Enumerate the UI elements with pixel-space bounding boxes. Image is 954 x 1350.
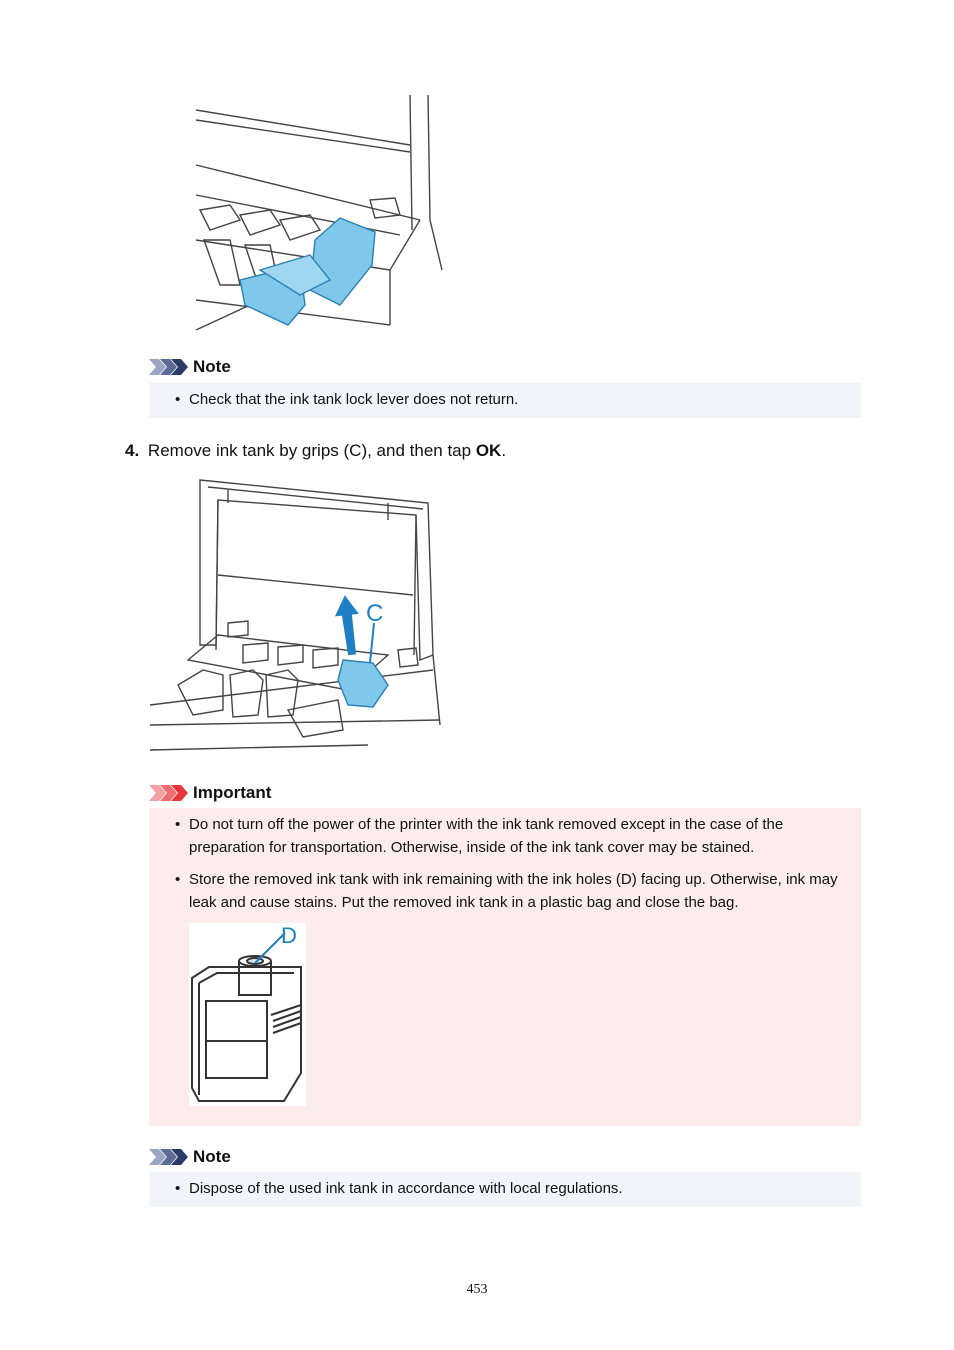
note-heading — [149, 357, 231, 377]
ink-tank-holes-illustration — [189, 923, 306, 1106]
list-item: • Check that the ink tank lock lever does not return. — [175, 391, 519, 408]
callout-d: D — [281, 923, 297, 948]
ink-tank-lever-illustration — [190, 90, 450, 340]
step-number: 4. — [125, 441, 140, 460]
important-box — [149, 808, 861, 1126]
step-4: 4. Remove ink tank by grips (C), and then tap OK. — [125, 441, 507, 460]
important-heading — [149, 783, 271, 803]
important-title: Important — [193, 783, 272, 802]
page-number: 453 — [466, 1282, 488, 1297]
list-item: • Store the removed ink tank with ink remaining with the ink holes (D) facing up. Otherwise, ink may leak and cause stains. Put the removed ink tank in a plastic bag and close the bag. — [175, 871, 838, 911]
list-item: • Dispose of the used ink tank in accordance with local regulations. — [175, 1180, 623, 1197]
remove-ink-tank-illustration — [148, 475, 448, 765]
note-chevrons-icon — [149, 1148, 189, 1166]
note-title: Note — [193, 357, 231, 376]
ok-label: OK — [475, 441, 502, 460]
note-box — [149, 383, 861, 418]
note-chevrons-icon — [149, 358, 189, 376]
important-chevrons-icon — [149, 784, 189, 802]
note-box-2 — [149, 1172, 861, 1207]
note-title: Note — [193, 1147, 231, 1166]
callout-c: C — [366, 600, 384, 627]
note-heading-2 — [149, 1147, 231, 1167]
list-item: • Do not turn off the power of the printer with the ink tank removed except in the case of the preparation for transportation. Otherwise, inside of the ink tank cover may be stained. — [175, 816, 784, 856]
